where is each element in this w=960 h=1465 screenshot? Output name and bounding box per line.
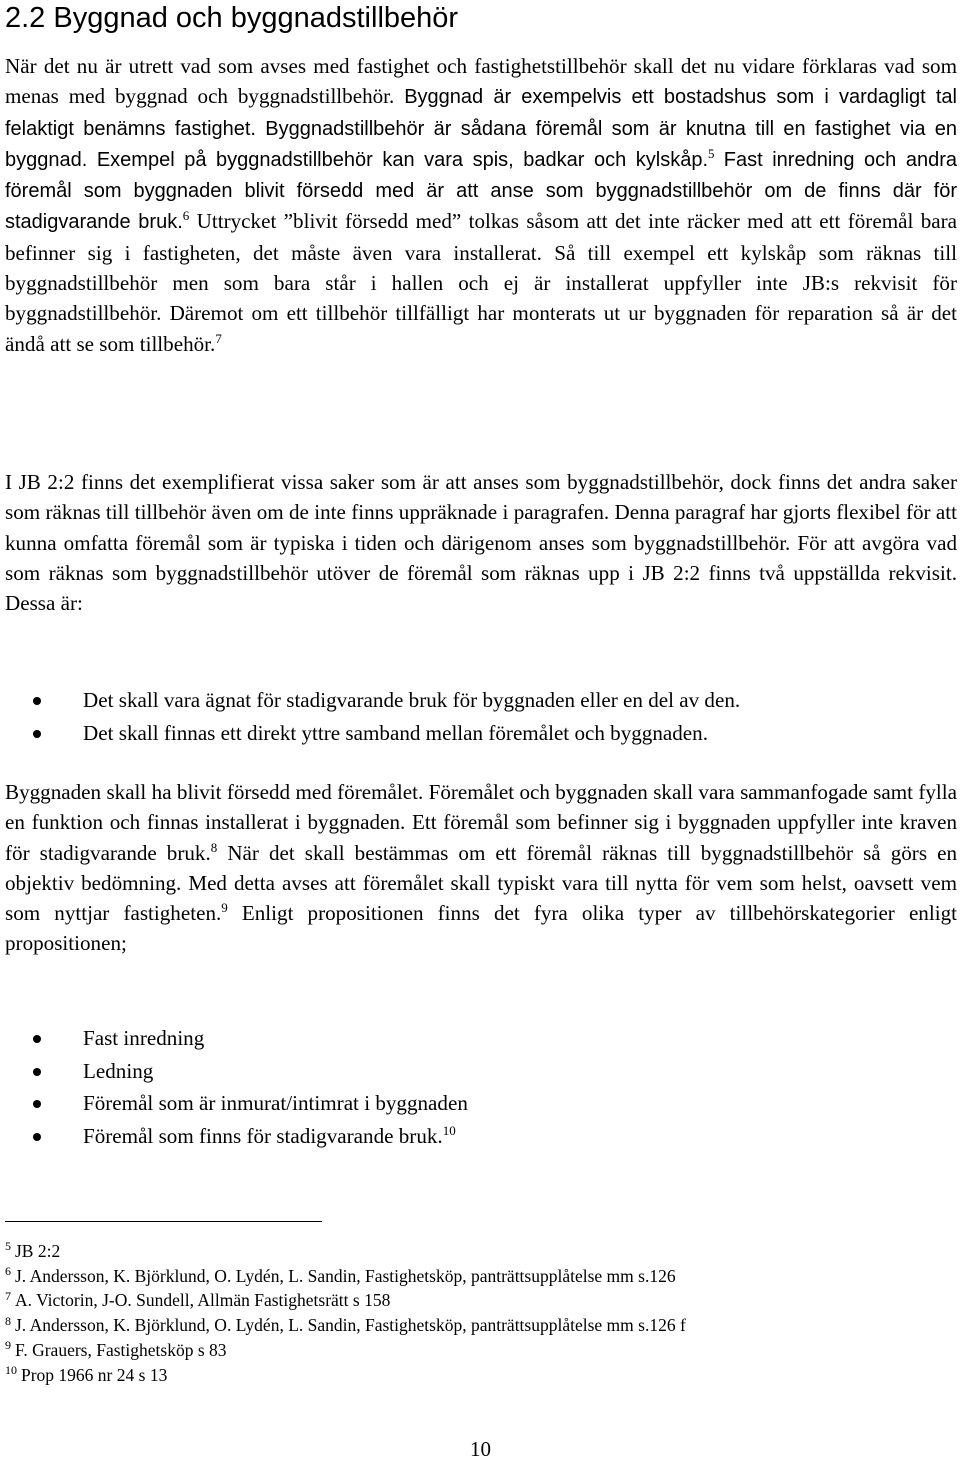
- paragraph-3: [5, 777, 957, 959]
- paragraph-1-sentence-4: Uttrycket ”blivit försedd med” tolkas såsom att det inte räcker med att ett föremål bara befinner sig i fastigheten, det måste även vara installerat. Så till exempel ett kylskåp som räknas till byggnadstillbehör men som bara står i hallen och ej är installerat uppfyller inte JB:s rekvisit för byggnadstillbehör. Däremot om ett tillbehör tillfälligt har monterats ut ur byggnaden för reparation så är det ändå att se som tillbehör.: [5, 209, 957, 356]
- paragraph-2: I JB 2:2 finns det exemplifierat vissa saker som är att anses som byggnadstillbehör, dock finns det andra saker som räknas till tillbehör även om de inte finns uppräknade i paragrafen. Denna paragraf har gjorts flexibel för att kunna omfatta föremål som är typiska i tiden och därigenom anses som byggnadstillbehör. För att avgöra vad som räknas som byggnadstillbehör utöver de föremål som räknas upp i JB 2:2 finns två uppställda rekvisit. Dessa är:: [5, 470, 957, 616]
- footnote-separator: [5, 1221, 322, 1222]
- paragraph-3-sentence-1: Byggnaden skall ha blivit försedd med föremålet. Föremålet och byggnaden skall vara sammanfogade samt fylla en funktion och finnas installerat i byggnaden. Ett föremål som befinner sig i byggnaden uppfyller inte kraven för stadigvarande bruk.: [5, 780, 957, 865]
- footnote: [5, 1239, 686, 1264]
- footnote-text: J. Andersson, K. Björklund, O. Lydén, L. Sandin, Fastighetsköp, panträttsupplåtelse mm s.126: [15, 1265, 676, 1286]
- footnote-text: F. Grauers, Fastighetsköp s 83: [15, 1339, 227, 1360]
- footnote: [5, 1363, 686, 1388]
- paragraph-3-sentence-2: När det skall bestämmas om ett föremål räknas till byggnadstillbehör så görs en objektiv bedömning. Med detta avses att föremålet skall typiskt vara till nytta för vem som helst, oavsett vem som nyttjar fastigheten.: [5, 840, 957, 926]
- footnote-text: JB 2:2: [15, 1241, 61, 1261]
- footnotes: [5, 1239, 686, 1387]
- list-item: [5, 1055, 468, 1088]
- bullet-icon: [33, 1133, 41, 1141]
- footnote-number: 10: [5, 1362, 17, 1377]
- bullet-icon: [33, 730, 41, 738]
- footnote-number: 9: [5, 1338, 11, 1353]
- footnote-ref-8[interactable]: 8: [210, 839, 218, 855]
- footnote: [5, 1264, 686, 1289]
- list-item: [5, 1087, 468, 1120]
- footnote: [5, 1338, 686, 1363]
- list-item-text: Föremål som finns för stadigvarande bruk.: [83, 1123, 443, 1148]
- paragraph-1-sentence-1: När det nu är utrett vad som avses med fastighet och fastighetstillbehör skall det nu vidare förklaras vad som menas med byggnad och byggnadstillbehör.: [5, 54, 957, 109]
- footnote-ref-6[interactable]: 6: [182, 208, 190, 224]
- list-item: [5, 1022, 468, 1055]
- list-item: [5, 717, 740, 750]
- footnote: [5, 1288, 686, 1313]
- footnote-text: A. Victorin, J-O. Sundell, Allmän Fastighetsrätt s 158: [15, 1290, 391, 1311]
- list-item-text: Föremål som är inmurat/intimrat i byggnaden: [83, 1091, 468, 1115]
- footnote-number: 6: [5, 1264, 11, 1279]
- footnote-number: 5: [5, 1239, 11, 1254]
- footnote-ref-5[interactable]: 5: [708, 146, 715, 162]
- footnote: [5, 1313, 686, 1338]
- footnote-ref-9[interactable]: 9: [221, 900, 228, 916]
- bullet-icon: [33, 1068, 41, 1076]
- list-item-text: Det skall vara ägnat för stadigvarande bruk för byggnaden eller en del av den.: [83, 688, 741, 712]
- bullet-icon: [33, 1100, 41, 1108]
- section-heading: 2.2 Byggnad och byggnadstillbehör: [5, 2, 459, 34]
- footnote-number: 7: [5, 1288, 11, 1303]
- requirements-list: [5, 684, 740, 749]
- bullet-icon: [33, 1035, 41, 1043]
- footnote-text: J. Andersson, K. Björklund, O. Lydén, L. Sandin, Fastighetsköp, panträttsupplåtelse mm s.126 f: [15, 1315, 686, 1336]
- categories-list: [5, 1022, 468, 1152]
- list-item-text: Det skall finnas ett direkt yttre samband mellan föremålet och byggnaden.: [83, 720, 708, 745]
- bullet-icon: [33, 697, 41, 705]
- paragraph-1-sentence-2: Byggnad är exempelvis ett bostadshus som i vardagligt tal felaktigt benämns fastighet. Byggnadstillbehör är sådana föremål som är knutna till en fastighet via en byggnad. Exempel på byggnadstillbehör kan vara spis, badkar och kylskåp.: [5, 86, 957, 171]
- footnote-ref-10[interactable]: 10: [442, 1122, 456, 1138]
- list-item: [5, 684, 740, 717]
- list-item-text: Fast inredning: [83, 1026, 205, 1050]
- paragraph-3-sentence-3: Enligt propositionen finns det fyra olika typer av tillbehörskategorier enligt propositionen;: [5, 901, 957, 956]
- paragraph-1: [5, 51, 957, 359]
- footnote-ref-7[interactable]: 7: [215, 330, 222, 346]
- list-item-text: Ledning: [83, 1058, 154, 1083]
- footnote-text: Prop 1966 nr 24 s 13: [21, 1364, 168, 1385]
- page-number: 10: [470, 1437, 491, 1461]
- list-item: [5, 1120, 468, 1153]
- footnote-number: 8: [5, 1313, 11, 1328]
- paragraph-1-sentence-3: Fast inredning och andra föremål som byggnaden blivit försedd med är att anse som byggnadstillbehör om de finns där för stadigvarande bruk.: [5, 148, 958, 234]
